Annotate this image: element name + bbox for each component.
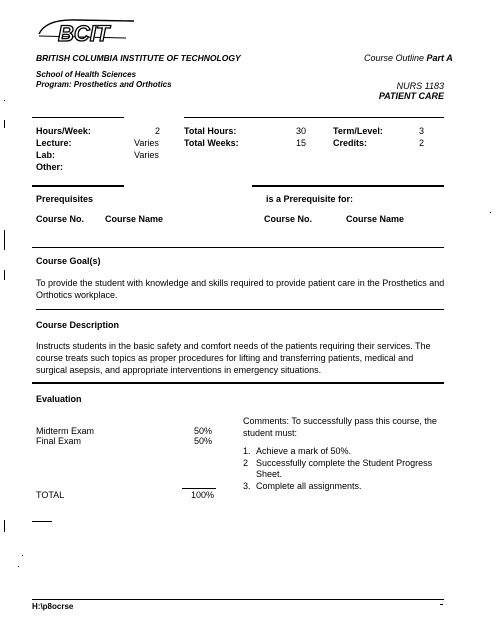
lab-label: Lab: [36,150,55,160]
evaluation-item-label: Midterm Exam [36,426,95,436]
divider [36,309,444,310]
description-text: Instructs students in the basic safety and comfort needs of the patients requiring their services. The course treats such topics as proper procedures for lifting and transferring patients, medical and surgical asepsis, and appropriate interventions in emergency situations. [36,341,431,375]
bcit-logo [36,16,136,46]
evaluation-heading: Evaluation [36,394,82,404]
goals-heading: Course Goal(s) [36,256,101,266]
requirement-number: 1. [243,446,251,456]
prereq-course-name-header: Course Name [105,214,164,224]
prerequisites-heading: Prerequisites [36,194,94,204]
scan-speck [22,555,23,556]
total-weeks-label: Total Weeks: [184,138,239,148]
credits-value: 2 [419,138,425,148]
hours-week-value: 2 [155,126,161,136]
postreq-course-no-header: Course No. [264,214,313,224]
other-label: Other: [36,162,63,172]
footer-divider [32,599,444,600]
requirement-text: Achieve a mark of 50%. [256,446,352,456]
scan-speck [490,212,491,213]
logo-text: BCIT [58,21,110,46]
course-code: NURS 1183 [396,81,444,91]
divider [32,247,444,248]
program-name: Program: Prosthetics and Orthotics [36,80,172,89]
footer-file-path: H:\p8ocrse [32,602,74,611]
lecture-value: Varies [134,138,159,148]
lecture-label: Lecture: [36,138,72,148]
course-outline-label [364,53,453,63]
comments-intro: Comments: To successfully pass this course, the student must: [243,416,437,438]
scan-speck [4,230,5,250]
scan-speck [4,120,5,128]
total-weeks-value: 15 [296,138,307,148]
requirement-item [243,481,443,492]
evaluation-item-label: Final Exam [36,436,82,446]
credits-label: Credits: [333,138,368,148]
outline-part: Part A [426,53,453,63]
scan-speck [4,520,5,532]
requirement-text: Successfully complete the Student Progress Sheet. [256,458,433,479]
divider [32,117,124,118]
divider [32,382,444,384]
evaluation-item-value: 50% [194,436,213,446]
requirements-list [243,446,443,492]
term-level-label: Term/Level: [333,126,383,136]
divider [184,117,444,118]
divider [252,185,444,187]
evaluation-item-value: 50% [194,426,213,436]
scan-speck [18,566,19,567]
scan-speck [440,604,443,605]
divider [32,185,124,187]
school-name: School of Health Sciences [36,70,137,79]
prereq-course-no-header: Course No. [36,214,85,224]
total-label: TOTAL [36,490,65,500]
requirement-item [243,458,441,480]
total-hours-label: Total Hours: [184,126,237,136]
description-heading: Course Description [36,320,120,330]
total-underline [182,488,216,489]
requirement-number: 3. [243,481,251,491]
hours-week-label: Hours/Week: [36,126,91,136]
term-level-value: 3 [419,126,425,136]
scan-speck [4,270,5,280]
is-prerequisite-heading: is a Prerequisite for: [266,194,354,204]
requirement-number: 2 [243,458,249,468]
lab-value: Varies [134,150,159,160]
total-value: 100% [191,490,215,500]
requirement-item [243,446,443,457]
goals-text: To provide the student with knowledge and skills required to provide patient care in the Prosthetics and Orthotics workplace. [36,278,445,300]
bcit-logo-graphic [36,16,136,46]
scan-speck [4,100,5,101]
institute-name: BRITISH COLUMBIA INSTITUTE OF TECHNOLOGY [36,53,241,63]
postreq-course-name-header: Course Name [346,214,405,224]
total-hours-value: 30 [296,126,307,136]
outline-label: Course Outline [364,53,425,63]
course-title: PATIENT CARE [378,91,444,101]
divider [32,521,52,522]
requirement-text: Complete all assignments. [256,481,362,491]
